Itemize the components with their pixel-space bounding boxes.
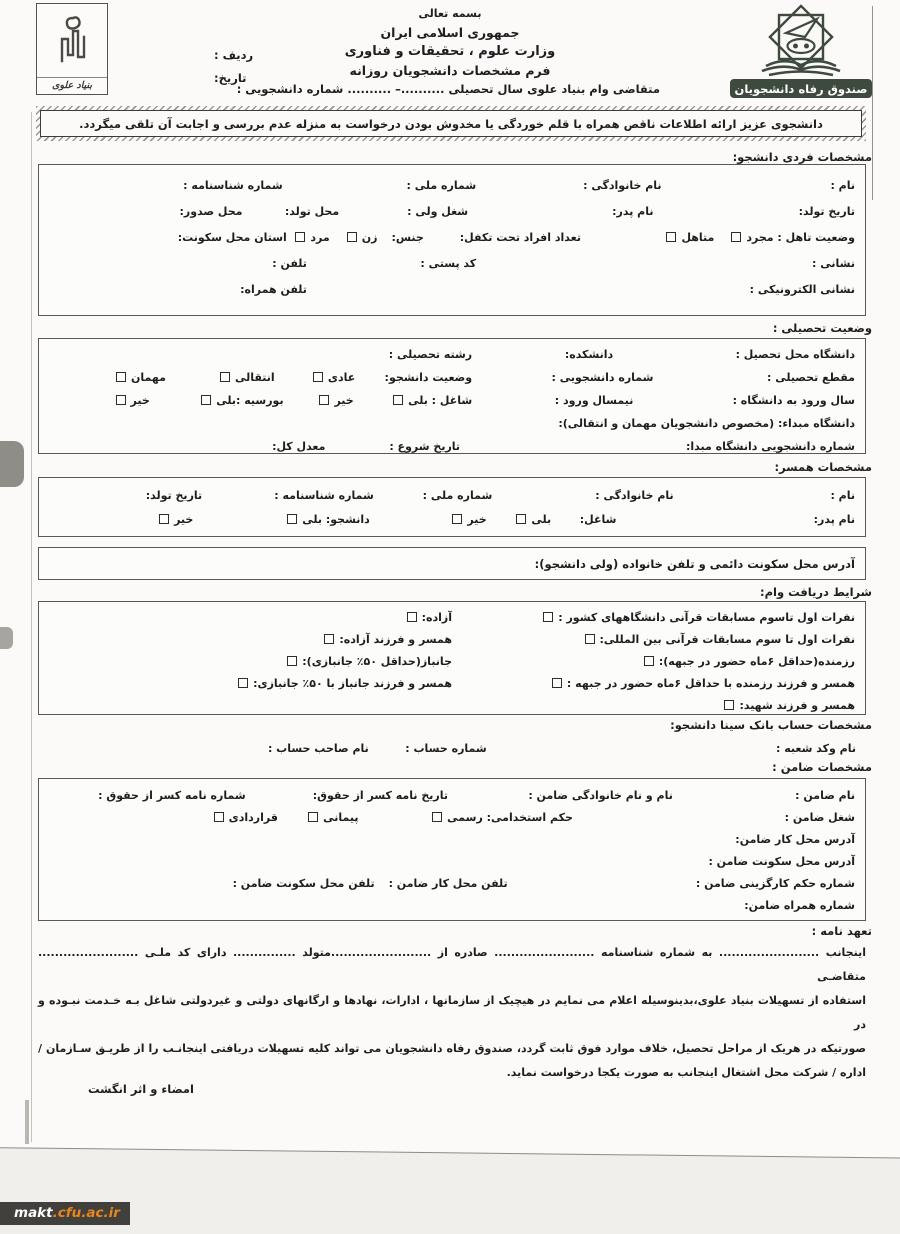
bank-row bbox=[38, 737, 866, 759]
single-checkbox bbox=[731, 232, 741, 242]
guarantor-row-5 bbox=[39, 872, 865, 894]
spouse-employed-label: شاغل: bbox=[579, 512, 617, 526]
loan-conditions-box bbox=[38, 601, 866, 715]
education-box bbox=[38, 338, 866, 454]
guarantor-name-label: نام ضامن : bbox=[795, 788, 855, 802]
spouse-employed-no-label: خیر bbox=[467, 512, 487, 526]
pledge-line-3: صورتیکه در هریک از مراحل تحصیل، خلاف موارد فوق ثابت گردد، صندوق رفاه دانشجویان می تواند کلیه تسهیلات دریافتی اینجانـب را از طریـق سـازمان / bbox=[38, 1042, 866, 1055]
refah-logo-caption: صندوق رفاه دانشجویان bbox=[734, 82, 868, 96]
guarantor-box bbox=[38, 778, 866, 921]
education-row-5 bbox=[39, 435, 865, 458]
quran-international-checkbox bbox=[585, 634, 595, 644]
spouse-employed-no-checkbox bbox=[452, 514, 462, 524]
pledge-paragraph bbox=[38, 941, 866, 1085]
gpa-label: معدل کل: bbox=[272, 440, 326, 453]
spouse-family-label: نام خانوادگی : bbox=[595, 488, 674, 502]
loan-row-5 bbox=[39, 694, 865, 716]
birth-place-label: محل تولد: bbox=[284, 204, 340, 218]
scan-right-edge-line bbox=[872, 6, 873, 200]
major-label: رشته تحصیلی : bbox=[388, 348, 473, 361]
address-label: نشانی : bbox=[812, 256, 855, 270]
status-guest-checkbox bbox=[116, 372, 126, 382]
guarantor-work-phone-label: تلفن محل کار ضامن : bbox=[388, 876, 508, 890]
gender-label: جنس: bbox=[391, 230, 424, 244]
employment-contractual-checkbox bbox=[308, 812, 318, 822]
azadeh-checkbox bbox=[407, 612, 417, 622]
azadeh-family-checkbox bbox=[324, 634, 334, 644]
combatant-checkbox bbox=[644, 656, 654, 666]
personal-row-1 bbox=[39, 172, 865, 198]
status-normal-label: عادی bbox=[327, 371, 356, 384]
signature-fingerprint-label: امضاء و اثر انگشت bbox=[88, 1082, 194, 1096]
male-checkbox bbox=[295, 232, 305, 242]
pledge-section-title: تعهد نامه : bbox=[811, 924, 872, 938]
employment-contractual-label: پیمانی bbox=[323, 810, 359, 824]
scan-artifact bbox=[0, 441, 24, 487]
guarantor-full-name-label: نام و نام خانوادگی ضامن : bbox=[528, 788, 673, 802]
personal-row-5 bbox=[39, 276, 865, 302]
date-label: تاریخ: bbox=[214, 71, 247, 85]
combatant-family-checkbox bbox=[552, 678, 562, 688]
employment-temporary-label: قراردادی bbox=[228, 810, 278, 824]
guarantor-home-address-label: آدرس محل سکونت ضامن : bbox=[708, 854, 855, 868]
family-address-label: آدرس محل سکونت دائمی و تلفن خانواده (ولی دانشجو): bbox=[534, 556, 855, 571]
scan-artifact bbox=[0, 627, 13, 649]
guarantor-mobile-label: شماره همراه ضامن: bbox=[744, 898, 855, 912]
spouse-box bbox=[38, 477, 866, 537]
guarantor-row-1 bbox=[39, 784, 865, 806]
salary-letter-no-label: شماره نامه کسر از حقوق : bbox=[98, 788, 246, 802]
entry-term-label: نیمسال ورود : bbox=[554, 394, 634, 407]
faculty-label: دانشکده: bbox=[564, 348, 614, 361]
spouse-father-name-label: نام پدر: bbox=[813, 512, 855, 526]
pledge-line-1: اینجانب ........................ به شماره شناسنامه ........................ صادره از ........................متولد ............... دارای کد ملـی ........................ متقاضـی bbox=[38, 946, 866, 983]
combatant-label: رزمنده(حداقل ۶ماه حضور در جبهه): bbox=[658, 654, 855, 668]
scholarship-no-label: خیر bbox=[130, 394, 150, 407]
loan-row-1 bbox=[39, 606, 865, 628]
education-row-1 bbox=[39, 343, 865, 366]
phone-label: تلفن : bbox=[272, 256, 307, 270]
spouse-name-label: نام : bbox=[830, 488, 855, 502]
employment-official-label: حکم استخدامی: رسمی bbox=[447, 810, 573, 824]
scan-artifact bbox=[25, 1100, 29, 1144]
national-id-label: شماره ملی : bbox=[406, 178, 477, 192]
employment-official-checkbox bbox=[432, 812, 442, 822]
loan-section-title: شرایط دریافت وام: bbox=[759, 585, 872, 599]
form-header bbox=[236, 4, 660, 99]
family-name-label: نام خانوادگی : bbox=[583, 178, 662, 192]
guarantor-row-3 bbox=[39, 828, 865, 850]
student-status-label: وضعیت دانشجو: bbox=[384, 371, 473, 384]
spouse-student-yes-label: دانشجو: بلی bbox=[302, 512, 370, 526]
spouse-row-2 bbox=[39, 507, 865, 531]
martyr-family-checkbox bbox=[724, 700, 734, 710]
scan-page-bottom-edge bbox=[0, 1147, 900, 1234]
student-welfare-fund-logo bbox=[724, 2, 878, 102]
employed-no-label: خیر bbox=[334, 394, 354, 407]
row-number-label: ردیف : bbox=[214, 48, 254, 62]
status-guest-label: مهمان bbox=[130, 371, 166, 384]
guarantor-row-2 bbox=[39, 806, 865, 828]
status-normal-checkbox bbox=[313, 372, 323, 382]
bank-section-title: مشخصات حساب بانک سینا دانشجو: bbox=[670, 718, 872, 732]
bismillah-line: بسمه تعالی bbox=[418, 7, 482, 20]
mobile-label: تلفن همراه: bbox=[240, 282, 307, 296]
married-checkbox bbox=[666, 232, 676, 242]
start-date-label: تاریخ شروع : bbox=[389, 440, 461, 453]
quran-national-label: نفرات اول تاسوم مسابقات قرآنی دانشگاههای کشور : bbox=[558, 610, 855, 624]
dependents-label: تعداد افراد تحت تکفل: bbox=[459, 230, 581, 244]
degree-label: مقطع تحصیلی : bbox=[766, 371, 855, 384]
quran-national-checkbox bbox=[543, 612, 553, 622]
personnel-decree-no-label: شماره حکم کارگزینی ضامن : bbox=[695, 876, 855, 890]
postal-code-label: کد پستی : bbox=[420, 256, 477, 270]
guardian-job-label: شغل ولی : bbox=[407, 204, 469, 218]
loan-row-3 bbox=[39, 650, 865, 672]
alavi-logo-caption: بنیاد علوی bbox=[37, 77, 107, 94]
bank-branch-label: نام وکد شعبه : bbox=[776, 741, 856, 755]
guarantor-home-phone-label: تلفن محل سکونت ضامن : bbox=[232, 876, 375, 890]
certificate-no-label: شماره شناسنامه : bbox=[183, 178, 283, 192]
personal-row-4 bbox=[39, 250, 865, 276]
employed-yes-checkbox bbox=[393, 395, 403, 405]
spouse-birth-date-label: تاریخ تولد: bbox=[145, 488, 203, 502]
pen-nib-icon bbox=[786, 19, 817, 37]
spouse-national-id-label: شماره ملی : bbox=[422, 488, 493, 502]
spouse-section-title: مشخصات همسر: bbox=[774, 460, 872, 474]
spouse-certificate-no-label: شماره شناسنامه : bbox=[274, 488, 374, 502]
ministry-line: وزارت علوم ، تحقیقات و فناوری bbox=[344, 44, 556, 59]
watermark-suffix: .cfu.ac.ir bbox=[52, 1205, 120, 1221]
spouse-employed-yes-label: بلی bbox=[531, 512, 552, 526]
residence-province-label: استان محل سکونت: bbox=[177, 230, 287, 244]
education-section-title: وضعیت تحصیلی : bbox=[772, 321, 872, 335]
site-watermark bbox=[0, 1202, 130, 1225]
guarantor-work-address-label: آدرس محل کار ضامن: bbox=[735, 832, 855, 846]
guarantor-job-label: شغل ضامن : bbox=[784, 810, 855, 824]
pledge-line-4: اداره / شرکت محل اشتغال اینجانب به صورت یکجا درخواست نماید. bbox=[506, 1066, 866, 1079]
scholarship-yes-label: بورسیه :بلی bbox=[216, 394, 284, 407]
birth-date-label: تاریخ تولد: bbox=[798, 204, 855, 218]
male-label: مرد bbox=[310, 230, 330, 244]
name-label: نام : bbox=[830, 178, 855, 192]
education-row-2 bbox=[39, 366, 865, 389]
spouse-employed-yes-checkbox bbox=[516, 514, 526, 524]
form-title: فرم مشخصات دانشجویان روزانه bbox=[349, 63, 551, 78]
personal-row-2 bbox=[39, 198, 865, 224]
family-address-box bbox=[38, 547, 866, 580]
employed-no-checkbox bbox=[319, 395, 329, 405]
origin-university-label: دانشگاه مبداء: (مخصوص دانشجویان مهمان و انتقالی): bbox=[558, 417, 855, 430]
combatant-family-label: همسر و فرزند رزمنده با حداقل ۶ماه حضور در جبهه : bbox=[566, 676, 855, 690]
status-transfer-label: انتقالی bbox=[235, 371, 275, 384]
azadeh-family-label: همسر و فرزند آزاده: bbox=[339, 632, 452, 646]
personal-info-box bbox=[38, 164, 866, 316]
scholarship-yes-checkbox bbox=[201, 395, 211, 405]
bank-account-no-label: شماره حساب : bbox=[405, 741, 487, 755]
marital-status-married-label: متاهل bbox=[681, 230, 715, 244]
student-no-label: شماره دانشجویی : bbox=[551, 371, 654, 384]
salary-letter-date-label: تاریخ نامه کسر از حقوق: bbox=[312, 788, 448, 802]
email-label: نشانی الکترونیکی : bbox=[749, 282, 855, 296]
guarantor-row-4 bbox=[39, 850, 865, 872]
entry-year-label: سال ورود به دانشگاه : bbox=[732, 394, 855, 407]
personal-section-title: مشخصات فردی دانشجو: bbox=[732, 150, 872, 164]
issue-place-label: محل صدور: bbox=[179, 204, 243, 218]
warning-text: دانشجوی عزیز ارائه اطلاعات ناقص همراه با قلم خوردگی یا مخدوش بودن درخواست به منزله عدم بررسی و اجابت آن تلقی میگردد. bbox=[40, 110, 862, 137]
janbaz-label: جانباز(حداقل ۵۰٪ جانبازی): bbox=[302, 654, 452, 668]
janbaz-checkbox bbox=[287, 656, 297, 666]
loan-row-2 bbox=[39, 628, 865, 650]
father-name-label: نام پدر: bbox=[612, 204, 654, 218]
loan-row-4 bbox=[39, 672, 865, 694]
watermark-prefix: makt bbox=[14, 1205, 53, 1221]
scan-left-edge-line bbox=[31, 112, 32, 1142]
status-transfer-checkbox bbox=[220, 372, 230, 382]
alavi-foundation-logo bbox=[36, 3, 108, 95]
country-line: جمهوری اسلامی ایران bbox=[380, 25, 520, 40]
pledge-line-2: استفاده از تسهیلات بنیاد علوی،بدینوسیله اعلام می نمایم در هیچیک از سازمانها ، ادارات، نهادها و ارگانهای دولتی و غیردولتی شاغل بـه خـدمت نبـوده و در bbox=[38, 994, 866, 1031]
education-row-3 bbox=[39, 389, 865, 412]
warning-strip bbox=[36, 106, 866, 141]
spouse-row-1 bbox=[39, 483, 865, 507]
guarantor-section-title: مشخصات ضامن : bbox=[772, 760, 872, 774]
university-label: دانشگاه محل تحصیل : bbox=[735, 348, 855, 361]
employed-yes-label: شاغل : بلی bbox=[408, 394, 473, 407]
origin-student-no-label: شماره دانشجویی دانشگاه مبدا: bbox=[685, 440, 855, 453]
spouse-student-yes-checkbox bbox=[287, 514, 297, 524]
scholarship-no-checkbox bbox=[116, 395, 126, 405]
guarantor-row-6 bbox=[39, 894, 865, 916]
marital-status-single-label: وضعیت تاهل : مجرد bbox=[746, 230, 855, 244]
janbaz-family-label: همسر و فرزند جانباز با ۵۰٪ جانبازی: bbox=[253, 676, 452, 690]
martyr-family-label: همسر و فرزند شهید: bbox=[739, 698, 855, 712]
azadeh-label: آزاده: bbox=[421, 610, 452, 624]
quran-international-label: نفرات اول تا سوم مسابقات قرآنی بین المللی: bbox=[599, 632, 855, 646]
education-row-4 bbox=[39, 412, 865, 435]
spouse-student-no-label: خیر bbox=[174, 512, 194, 526]
female-label: زن bbox=[361, 230, 378, 244]
personal-row-3 bbox=[39, 224, 865, 250]
alavi-monogram-icon bbox=[37, 4, 107, 77]
bank-account-owner-label: نام صاحب حساب : bbox=[267, 741, 369, 755]
female-checkbox bbox=[347, 232, 357, 242]
employment-temporary-checkbox bbox=[214, 812, 224, 822]
spouse-student-no-checkbox bbox=[159, 514, 169, 524]
applicant-line: متقاضی وام بنیاد علوی سال تحصیلی ..........– .......... شماره دانشجویی : bbox=[236, 82, 660, 96]
janbaz-family-checkbox bbox=[238, 678, 248, 688]
